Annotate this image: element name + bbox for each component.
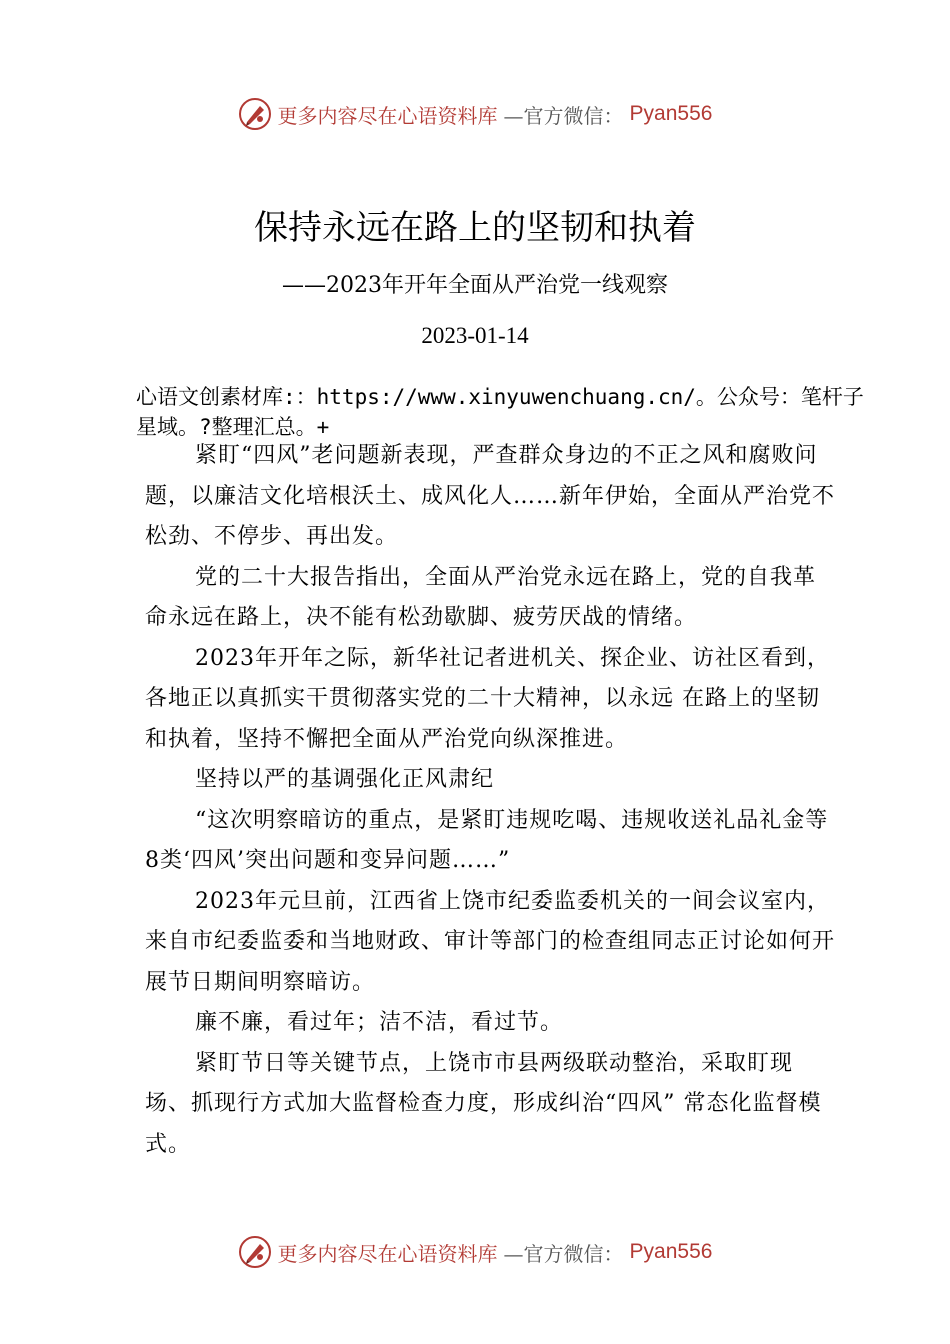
footer-banner: [0, 1230, 950, 1274]
pen-nib-logo-icon: [238, 97, 272, 131]
paragraph: 2023年开年之际，新华社记者进机关、探企业、访社区看到，各地正以真抓实干贯彻落实党的二十大精神，以永远 在路上的坚韧和执着，坚持不懈把全面从严治党向纵深推进。: [145, 645, 830, 752]
banner-wechat-label: —官方微信：: [503, 1241, 624, 1266]
document-title: 保持永远在路上的坚韧和执着: [254, 208, 696, 248]
banner-wechat-label: —官方微信：: [503, 103, 624, 128]
document-date: 2023-01-14: [421, 323, 529, 348]
banner-wechat-id: Pyan556: [629, 102, 713, 125]
section-heading: 坚持以严的基调强化正风肃纪: [195, 767, 495, 792]
document-subtitle: ——2023年开年全面从严治党一线观察: [282, 273, 668, 298]
pen-nib-logo-icon: [238, 1235, 272, 1269]
paragraph: 党的二十大报告指出，全面从严治党永远在路上，党的自我革命永远在路上，决不能有松劲歇脚、疲劳厌战的情绪。: [145, 564, 817, 630]
source-note: 心语文创素材库:：https://www.xinyuwenchuang.cn/。公众号：笔杆子星域。?整理汇总。+: [136, 385, 864, 439]
banner-wechat-id: Pyan556: [629, 1240, 713, 1263]
banner-library-text: 更多内容尽在心语资料库: [277, 1241, 498, 1266]
paragraph: “这次明察暗访的重点，是紧盯违规吃喝、违规收送礼品礼金等 8类‘四风’突出问题和变异问题……”: [145, 807, 829, 873]
article-body: [145, 436, 835, 1165]
banner-library-text: 更多内容尽在心语资料库: [277, 103, 498, 128]
paragraph: 廉不廉，看过年；洁不洁，看过节。: [195, 1010, 564, 1035]
paragraph: 紧盯“四风”老问题新表现，严查群众身边的不正之风和腐败问题，以廉洁文化培根沃土、成风化人……新年伊始，全面从严治党不松劲、不停步、再出发。: [145, 443, 836, 549]
paragraph: 2023年元旦前，江西省上饶市纪委监委机关的一间会议室内，来自市纪委监委和当地财政、审计等部门的检查组同志正讨论如何开展节日期间明察暗访。: [145, 888, 836, 995]
header-banner: [0, 92, 950, 136]
paragraph: 紧盯节日等关键节点，上饶市市县两级联动整治，采取盯现场、抓现行方式加大监督检查力度，形成纠治“四风” 常态化监督模式。: [145, 1050, 822, 1157]
